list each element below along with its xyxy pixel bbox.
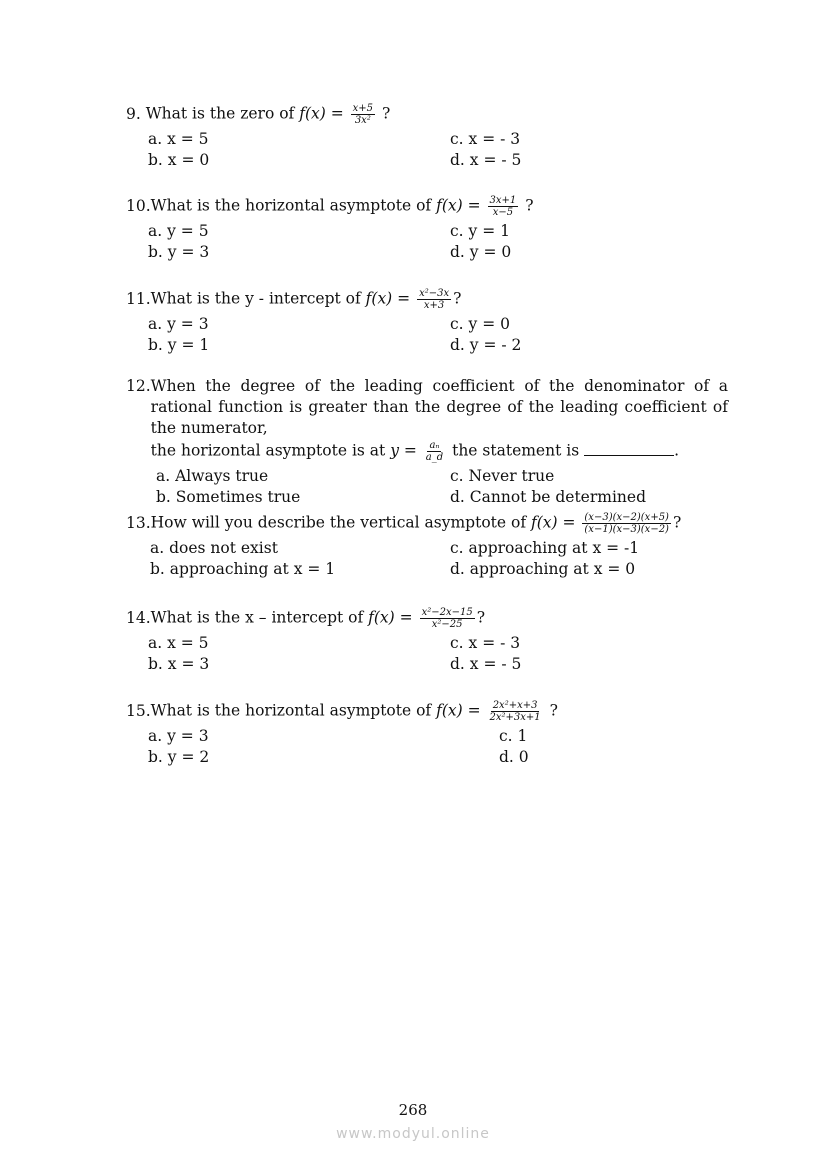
option-b[interactable]: b. Sometimes true [156,488,301,506]
function-label: f(x) = [436,701,486,720]
question-end: ? [520,196,534,215]
statement-text: the statement is [447,441,585,460]
option-d[interactable]: d. 0 [499,748,529,766]
option-c[interactable]: c. 1 [499,727,528,745]
question-text-cont: the horizontal asymptote is at [150,441,391,460]
fraction-denominator: (x−1)(x−3)(x−2) [584,524,669,535]
fraction-denominator: x−5 [492,207,514,218]
function-label: f(x) = [368,608,418,627]
fraction [488,195,519,218]
option-d[interactable]: d. y = - 2 [450,336,522,354]
fraction [417,288,451,311]
question-12 [126,376,728,508]
function-label: f(x) = [365,289,416,308]
answer-blank [584,441,674,456]
question-end: ? [544,701,558,720]
option-a[interactable]: a. does not exist [150,539,278,557]
option-d[interactable]: d. x = - 5 [450,655,522,673]
question-end: ? [453,289,462,308]
option-c[interactable]: c. x = - 3 [450,130,521,148]
fraction-denominator: x²−25 [431,619,463,630]
question-text: What is the horizontal asymptote of [150,701,437,720]
fraction-numerator: x+5 [352,103,374,114]
question-13 [126,512,728,580]
option-d[interactable]: d. Cannot be determined [450,488,646,506]
option-c[interactable]: c. y = 1 [450,222,510,240]
option-d[interactable]: d. approaching at x = 0 [450,560,636,578]
fraction-numerator: (x−3)(x−2)(x+5) [584,512,669,523]
question-text: What is the y - intercept of [150,289,366,308]
question-text: What is the zero of [145,104,300,123]
question-end: . [674,441,680,460]
question-text: What is the x – intercept of [150,608,369,627]
option-a[interactable]: a. x = 5 [148,634,209,652]
fraction [488,700,543,723]
fraction-numerator: aₙ [429,440,440,451]
question-11 [126,288,728,356]
answer-options [126,726,728,768]
option-d[interactable]: d. y = 0 [450,243,512,261]
option-a[interactable]: a. y = 3 [148,727,209,745]
question-number: 10. [126,196,151,215]
option-a[interactable]: a. y = 3 [148,315,209,333]
fraction-denominator: x+3 [423,300,445,311]
question-end: ? [476,608,486,627]
option-b[interactable]: b. x = 3 [148,655,210,673]
question-number: 11. [126,289,151,308]
question-number: 9. [126,104,141,123]
fraction-numerator: x²−3x [419,288,450,299]
option-a[interactable]: a. y = 5 [148,222,209,240]
watermark: www.modyul.online [336,1126,490,1142]
question-10 [126,195,728,263]
fraction [424,440,445,463]
question-14 [126,607,728,675]
option-b[interactable]: b. y = 1 [148,336,210,354]
option-c[interactable]: c. Never true [450,467,555,485]
option-b[interactable]: b. x = 0 [148,151,210,169]
option-b[interactable]: b. y = 3 [148,243,210,261]
answer-options [126,633,728,675]
page-number: 268 [398,1101,428,1119]
option-c[interactable]: c. approaching at x = -1 [450,539,640,557]
question-15 [126,700,728,768]
question-number: 13. [126,513,151,532]
answer-options [126,221,728,263]
option-b[interactable]: b. y = 2 [148,748,210,766]
fraction-numerator: x²−2x−15 [421,607,473,618]
option-c[interactable]: c. y = 0 [450,315,510,333]
question-end: ? [377,104,391,123]
fraction [420,607,475,630]
fraction-denominator: a_d [425,452,444,463]
function-label: f(x) = [299,104,349,123]
fraction [351,103,375,126]
answer-options [126,466,728,508]
question-number: 14. [126,608,151,627]
option-a[interactable]: a. x = 5 [148,130,209,148]
fraction-numerator: 2x²+x+3 [492,700,538,711]
fraction-denominator: 3x² [354,115,371,126]
option-a[interactable]: a. Always true [156,467,269,485]
function-label: f(x) = [436,196,486,215]
question-9 [126,103,728,171]
option-b[interactable]: b. approaching at x = 1 [150,560,336,578]
option-c[interactable]: c. x = - 3 [450,634,521,652]
question-end: ? [672,513,682,532]
option-d[interactable]: d. x = - 5 [450,151,522,169]
answer-options [126,538,728,580]
fraction-numerator: 3x+1 [489,195,517,206]
fraction-denominator: 2x²+3x+1 [489,712,541,723]
fraction [582,512,671,535]
question-text: How will you describe the vertical asymptote of [150,513,531,532]
question-text: What is the horizontal asymptote of [150,196,437,215]
answer-options [126,314,728,356]
question-number: 12. [126,377,151,395]
question-number: 15. [126,701,151,720]
function-label: f(x) = [530,513,581,532]
function-label: y = [390,441,422,460]
answer-options [126,129,728,171]
question-text: When the degree of the leading coefficient of the denominator of a rational function is greater than the degree of the leading coefficient of the numerator, [150,377,728,437]
